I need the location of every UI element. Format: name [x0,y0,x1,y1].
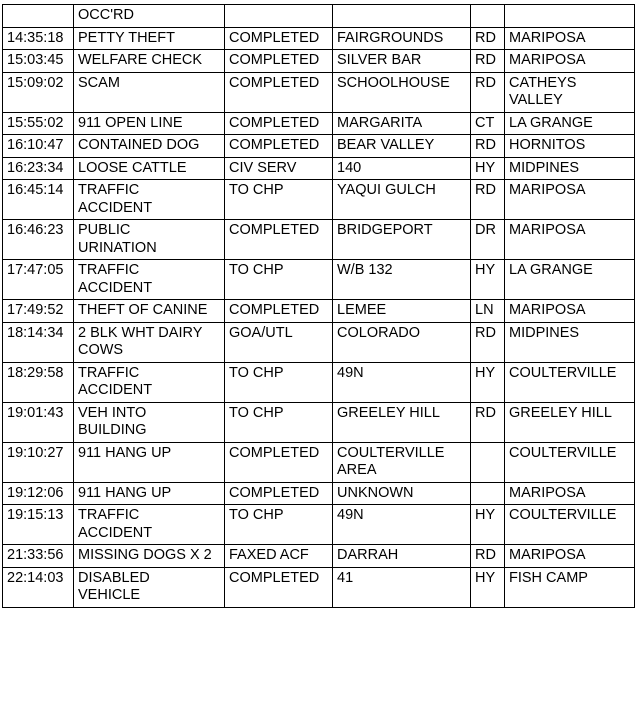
cell-event: VEH INTO BUILDING [74,402,225,442]
cell-event: SCAM [74,72,225,112]
cell-street: BRIDGEPORT [333,220,471,260]
table-row [3,442,635,482]
cell-status: COMPLETED [225,112,333,135]
cell-status: CIV SERV [225,157,333,180]
cell-event: TRAFFIC ACCIDENT [74,505,225,545]
cell-city: FISH CAMP [505,567,635,607]
cell-city: COULTERVILLE [505,442,635,482]
cell-status: COMPLETED [225,567,333,607]
cell-time: 19:12:06 [3,482,74,505]
cell-street: BEAR VALLEY [333,135,471,158]
cell-time: 21:33:56 [3,545,74,568]
cell-time: 17:49:52 [3,300,74,323]
cell-event: 911 HANG UP [74,482,225,505]
cell-city: LA GRANGE [505,260,635,300]
table-row [3,5,635,28]
cell-street: W/B 132 [333,260,471,300]
table-row [3,362,635,402]
cell-event: CONTAINED DOG [74,135,225,158]
cell-time: 18:14:34 [3,322,74,362]
cell-type: HY [471,157,505,180]
cell-type: HY [471,505,505,545]
call-log-body [3,5,635,608]
cell-street: LEMEE [333,300,471,323]
cell-street: 140 [333,157,471,180]
cell-street: SCHOOLHOUSE [333,72,471,112]
cell-street: UNKNOWN [333,482,471,505]
cell-event: WELFARE CHECK [74,50,225,73]
cell-event: PETTY THEFT [74,27,225,50]
table-row [3,545,635,568]
cell-event: DISABLED VEHICLE [74,567,225,607]
cell-city: MARIPOSA [505,545,635,568]
cell-type: RD [471,545,505,568]
cell-status: COMPLETED [225,482,333,505]
cell-status: COMPLETED [225,442,333,482]
cell-status: GOA/UTL [225,322,333,362]
table-row [3,157,635,180]
cell-event: PUBLIC URINATION [74,220,225,260]
table-row [3,260,635,300]
table-row [3,50,635,73]
cell-event: THEFT OF CANINE [74,300,225,323]
cell-street: SILVER BAR [333,50,471,73]
cell-type [471,482,505,505]
cell-city: MARIPOSA [505,300,635,323]
cell-street: 49N [333,505,471,545]
cell-type: RD [471,402,505,442]
cell-city: MIDPINES [505,157,635,180]
cell-time: 15:09:02 [3,72,74,112]
cell-city: MARIPOSA [505,482,635,505]
cell-type: CT [471,112,505,135]
cell-event: LOOSE CATTLE [74,157,225,180]
cell-time: 14:35:18 [3,27,74,50]
table-row [3,567,635,607]
cell-time: 15:03:45 [3,50,74,73]
cell-type: LN [471,300,505,323]
table-row [3,505,635,545]
cell-status: TO CHP [225,505,333,545]
cell-type: RD [471,72,505,112]
cell-type: RD [471,50,505,73]
cell-city [505,5,635,28]
cell-time: 16:45:14 [3,180,74,220]
cell-status [225,5,333,28]
cell-type: DR [471,220,505,260]
cell-status: COMPLETED [225,135,333,158]
cell-status: COMPLETED [225,27,333,50]
cell-street [333,5,471,28]
cell-status: FAXED ACF [225,545,333,568]
cell-status: COMPLETED [225,220,333,260]
cell-time: 16:10:47 [3,135,74,158]
cell-time [3,5,74,28]
cell-city: COULTERVILLE [505,362,635,402]
cell-city: MIDPINES [505,322,635,362]
cell-type: HY [471,567,505,607]
cell-event: TRAFFIC ACCIDENT [74,180,225,220]
cell-event: OCC'RD [74,5,225,28]
cell-event: 911 HANG UP [74,442,225,482]
cell-city: GREELEY HILL [505,402,635,442]
cell-street: COULTERVILLE AREA [333,442,471,482]
cell-time: 19:10:27 [3,442,74,482]
cell-time: 19:01:43 [3,402,74,442]
table-row [3,27,635,50]
cell-type [471,442,505,482]
cell-time: 19:15:13 [3,505,74,545]
cell-status: TO CHP [225,362,333,402]
cell-time: 22:14:03 [3,567,74,607]
table-row [3,220,635,260]
cell-city: MARIPOSA [505,180,635,220]
cell-city: MARIPOSA [505,50,635,73]
cell-street: DARRAH [333,545,471,568]
table-row [3,112,635,135]
cell-type: HY [471,362,505,402]
cell-event: MISSING DOGS X 2 [74,545,225,568]
call-log-table [2,4,635,608]
table-row [3,135,635,158]
cell-time: 16:46:23 [3,220,74,260]
cell-street: FAIRGROUNDS [333,27,471,50]
cell-event: 911 OPEN LINE [74,112,225,135]
table-row [3,482,635,505]
cell-type: RD [471,180,505,220]
cell-type: RD [471,135,505,158]
cell-type [471,5,505,28]
cell-type: RD [471,322,505,362]
table-row [3,300,635,323]
table-row [3,180,635,220]
cell-status: TO CHP [225,402,333,442]
cell-city: LA GRANGE [505,112,635,135]
cell-type: RD [471,27,505,50]
cell-event: TRAFFIC ACCIDENT [74,260,225,300]
cell-street: GREELEY HILL [333,402,471,442]
cell-type: HY [471,260,505,300]
cell-city: MARIPOSA [505,220,635,260]
cell-street: 41 [333,567,471,607]
cell-status: COMPLETED [225,50,333,73]
cell-city: COULTERVILLE [505,505,635,545]
cell-event: 2 BLK WHT DAIRY COWS [74,322,225,362]
cell-street: 49N [333,362,471,402]
cell-status: TO CHP [225,180,333,220]
cell-event: TRAFFIC ACCIDENT [74,362,225,402]
cell-time: 15:55:02 [3,112,74,135]
table-row [3,72,635,112]
cell-status: TO CHP [225,260,333,300]
cell-time: 18:29:58 [3,362,74,402]
cell-status: COMPLETED [225,300,333,323]
cell-status: COMPLETED [225,72,333,112]
cell-city: CATHEYS VALLEY [505,72,635,112]
table-row [3,402,635,442]
cell-time: 17:47:05 [3,260,74,300]
cell-street: YAQUI GULCH [333,180,471,220]
cell-street: COLORADO [333,322,471,362]
cell-city: HORNITOS [505,135,635,158]
table-row [3,322,635,362]
cell-city: MARIPOSA [505,27,635,50]
cell-street: MARGARITA [333,112,471,135]
cell-time: 16:23:34 [3,157,74,180]
